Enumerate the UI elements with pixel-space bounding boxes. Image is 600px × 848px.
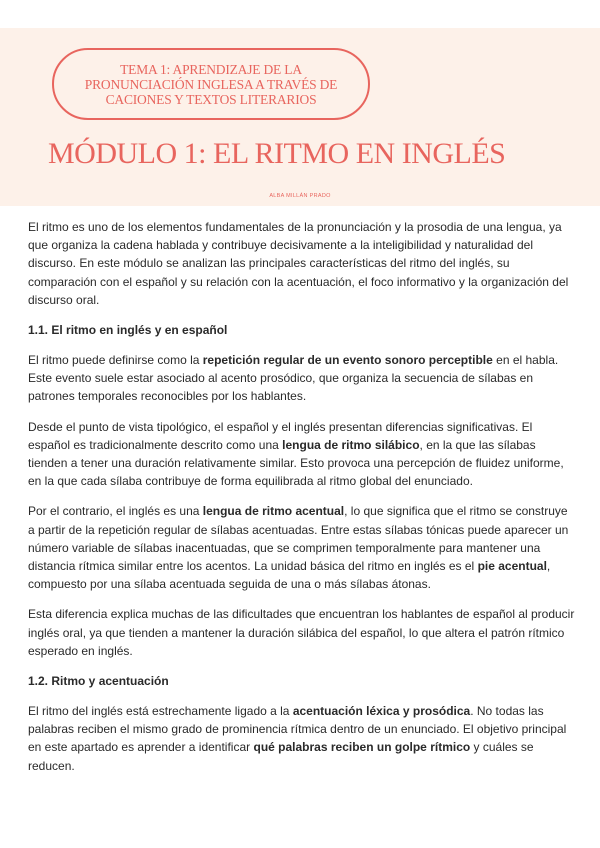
section-heading-1-2: 1.2. Ritmo y acentuación — [28, 674, 169, 689]
text-run: en el habla. Este evento suele estar asociado al acento prosódico, que organiza la secuencia de sílabas en patrones temporales reconocibles por los hablantes. — [28, 353, 559, 404]
document-body — [28, 218, 576, 787]
bold-term: lengua de ritmo acentual — [202, 504, 345, 519]
document-header — [0, 28, 600, 206]
bold-term: qué palabras reciben un golpe rítmico — [253, 740, 471, 755]
topic-pill — [52, 48, 370, 120]
text-run: y cuáles se reducen. — [28, 740, 534, 773]
paragraph — [28, 502, 576, 593]
text-run: El ritmo del inglés está estrechamente ligado a la — [28, 704, 293, 719]
text-run: Por el contrario, el inglés es una — [28, 504, 203, 519]
paragraph — [28, 702, 576, 775]
paragraph — [28, 418, 576, 491]
text-run: . No todas las palabras reciben el mismo grado de prominencia rítmica dentro de un enunciado. El objetivo principal en este apartado es aprender a identificar — [28, 704, 567, 755]
intro-paragraph: El ritmo es uno de los elementos fundamentales de la pronunciación y la prosodia de una lengua, ya que organiza la cadena hablada y contribuye decisivamente a la inteligibilidad y naturalidad del discurso. En este módulo se analizan las principales características del ritmo del inglés, su comparación con el español y su relación con la acentuación, el foco informativo y la organización del discurso oral. — [28, 220, 569, 307]
text-run: Desde el punto de vista tipológico, el español y el inglés presentan diferencias significativas. El español es tradicionalmente descrito como una — [28, 419, 533, 452]
bold-term: lengua de ritmo silábico — [282, 437, 420, 452]
text-run: , lo que significa que el ritmo se construye a partir de la repetición regular de sílabas acentuadas. Entre estas sílabas tónicas puede aparecer un número variable de sílabas inacentuadas, que se comprimen temporalmente para mantener una distancia rítmica similar entre los acentos. La unidad básica del ritmo en inglés es el — [28, 504, 569, 574]
author-name: ALBA MILLÁN PRADO — [269, 193, 331, 199]
text-run: El ritmo puede definirse como la — [28, 353, 203, 368]
section-heading-1-1: 1.1. El ritmo en inglés y en español — [28, 323, 228, 338]
paragraph — [28, 351, 576, 406]
text-run: , en la que las sílabas tienden a tener una duración relativamente similar. Esto provoca una percepción de fluidez uniforme, en la que cada sílaba contribuye de forma equilibrada al ritmo global del enunciado. — [28, 437, 564, 489]
bold-term: pie acentual — [477, 559, 547, 574]
module-title: MÓDULO 1: EL RITMO EN INGLÉS — [48, 137, 506, 170]
bold-term: repetición regular de un evento sonoro perceptible — [202, 353, 493, 368]
bold-term: acentuación léxica y prosódica — [292, 704, 471, 719]
text-run: , compuesto por una sílaba acentuada seguida de una o más sílabas átonas. — [28, 559, 551, 592]
paragraph: Esta diferencia explica muchas de las dificultades que encuentran los hablantes de español al producir inglés oral, ya que tienden a mantener la duración silábica del español, lo que altera el patrón rítmico esperado en inglés. — [28, 607, 575, 658]
topic-title: TEMA 1: APRENDIZAJE DE LA PRONUNCIACIÓN INGLESA A TRAVÉS DE CACIONES Y TEXTOS LITERARIOS — [84, 61, 338, 107]
